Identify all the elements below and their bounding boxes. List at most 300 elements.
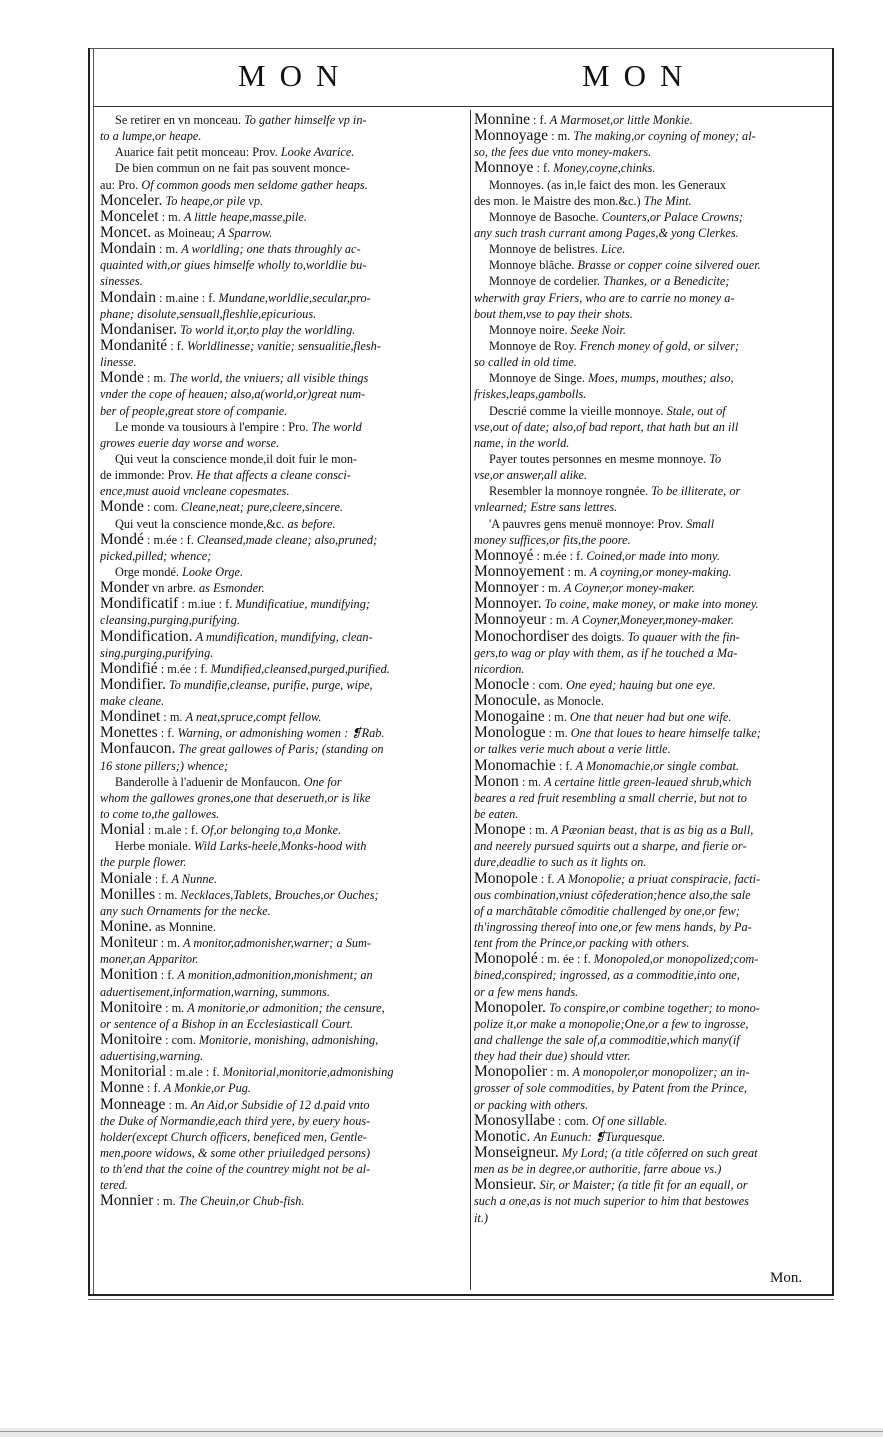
entry-line <box>100 967 462 983</box>
entry-text: : f. <box>558 758 573 773</box>
headword: Mondification. <box>100 628 193 645</box>
english-gloss: linesse. <box>100 355 137 370</box>
headword: Monnier <box>100 1193 154 1210</box>
headword: Monocule. <box>474 693 541 710</box>
headword: Monon <box>474 773 519 790</box>
english-gloss: such a one,as is not much superior to him that bestowes <box>474 1194 749 1209</box>
entry-line <box>474 1177 828 1193</box>
english-gloss: A Nunne. <box>171 871 218 886</box>
frame-bottom-inner-rule <box>88 1299 834 1300</box>
entry-text: Banderolle à l'aduenir de Monfaucon. <box>115 774 301 789</box>
entry-line <box>474 887 828 903</box>
headword: Mondé <box>100 531 144 548</box>
entry-text: Monnoye de Singe. <box>489 371 585 386</box>
entry-line <box>474 709 828 725</box>
english-gloss: beares a red fruit resembling a small cherrie, but not to <box>474 790 747 805</box>
entry-line <box>100 580 462 596</box>
entry-text: Monnoye blãche. <box>489 258 575 273</box>
english-gloss: friskes,leaps,gambolls. <box>474 387 587 402</box>
entry-line <box>100 790 462 806</box>
entry-line <box>100 1080 462 1096</box>
english-gloss: An Aid,or Subsidie of 12 d.paid vnto <box>190 1097 370 1112</box>
headword: Monilles <box>100 886 156 903</box>
english-gloss: Mundane,worldlie,secular,pro- <box>218 290 371 305</box>
english-gloss: Small <box>686 516 715 531</box>
entry-text: : f. <box>147 1081 161 1096</box>
english-gloss: to come to,the gallowes. <box>100 807 220 822</box>
headword: Mondificatif <box>100 596 179 613</box>
entry-text: : m.ale : f. <box>147 823 199 838</box>
english-gloss: sinesses. <box>100 274 143 289</box>
entry-line <box>474 903 828 919</box>
english-gloss: or a few mens hands. <box>474 984 579 999</box>
entry-line <box>474 548 828 564</box>
headword: Monition <box>100 967 158 984</box>
headword: Monnoye <box>474 160 534 177</box>
frame-left-inner-rule <box>93 48 94 1296</box>
entry-line <box>100 1129 462 1145</box>
entry-text: as Monocle. <box>543 694 604 709</box>
english-gloss: Monitorial,monitorie,admonishing <box>222 1065 394 1080</box>
english-gloss: dure,deadlie to such as it lights on. <box>474 855 647 870</box>
headword: Monde <box>100 370 144 387</box>
entry-text: : com. <box>147 500 178 515</box>
entry-text: Monnoye de cordelier. <box>489 274 600 289</box>
english-gloss: A Sparrow. <box>217 225 273 240</box>
english-gloss: A certaine little green-leaued shrub,which <box>544 774 752 789</box>
entry-line <box>100 758 462 774</box>
english-gloss: Wild Larks-heele,Monks-hood with <box>193 839 367 854</box>
english-gloss: cleansing,purging,purifying. <box>100 613 240 628</box>
entry-text: : f. <box>536 161 551 176</box>
entry-line <box>100 1193 462 1209</box>
english-gloss: of a marchãtable cõmoditie challenged by one,or few; <box>474 903 740 918</box>
entry-line <box>474 1048 828 1064</box>
english-gloss: to th'end that the coine of the countrey might not be al- <box>100 1162 371 1177</box>
headword: Monope <box>474 822 526 839</box>
entry-line <box>100 645 462 661</box>
english-gloss: Brasse or copper coine silvered ouer. <box>577 258 761 273</box>
headword: Monocle <box>474 676 530 693</box>
entry-line <box>474 273 828 289</box>
entry-text: as Moineau; <box>154 225 215 240</box>
english-gloss: ber of people,great store of companie. <box>100 403 288 418</box>
english-gloss: aduertising,warning. <box>100 1049 204 1064</box>
english-gloss: The making,or coyning of money; al- <box>573 129 756 144</box>
english-gloss: be eaten. <box>474 807 519 822</box>
entry-line <box>474 193 828 209</box>
english-gloss: to a lumpe,or heape. <box>100 129 202 144</box>
english-gloss: tered. <box>100 1178 128 1193</box>
entry-text: Resembler la monnoye rongnée. <box>489 484 649 499</box>
headword: Monogaine <box>474 709 545 726</box>
headword: Mondanité <box>100 337 168 354</box>
english-gloss: One for <box>303 774 342 789</box>
entry-text: au: Pro. <box>100 177 139 192</box>
entry-line <box>474 677 828 693</box>
entry-line <box>474 596 828 612</box>
entry-text: Le monde va tousiours à l'empire : Pro. <box>115 419 309 434</box>
entry-line <box>474 370 828 386</box>
entry-text: : m.iue : f. <box>181 597 233 612</box>
english-gloss: or packing with others. <box>474 1097 589 1112</box>
headword: Monopoler. <box>474 999 546 1016</box>
headword: Monnine <box>474 112 530 128</box>
entry-text: : m. <box>158 887 178 902</box>
english-gloss: picked,pilled; whence; <box>100 548 212 563</box>
headword: Monne <box>100 1080 144 1097</box>
english-gloss: A Coyner,Moneyer,money-maker. <box>571 613 734 628</box>
entry-line <box>474 225 828 241</box>
entry-line <box>474 177 828 193</box>
english-gloss: Cleansed,made cleane; also,pruned; <box>196 532 378 547</box>
entry-line <box>100 564 462 580</box>
entry-line <box>100 451 462 467</box>
entry-line <box>474 661 828 677</box>
entry-text: Payer toutes personnes en mesme monnoye. <box>489 451 707 466</box>
entry-text: : m. <box>161 209 181 224</box>
headword: Monnoyé <box>474 547 534 564</box>
headword: Mondain <box>100 241 156 258</box>
headword: Monnoyer <box>474 580 539 597</box>
entry-line <box>474 984 828 1000</box>
english-gloss: vse,out of date; also,of bad report, that hath but an ill <box>474 419 739 434</box>
entry-text: 'A pauvres gens menuë monnoye: Prov. <box>489 516 684 531</box>
headword: Monomachie <box>474 757 556 774</box>
entry-line <box>474 580 828 596</box>
english-gloss: A Marmoset,or little Monkie. <box>549 113 693 127</box>
english-gloss: or sentence of a Bishop in an Ecclesiasticall Court. <box>100 1016 354 1031</box>
headword: Monde <box>100 499 144 516</box>
english-gloss: A neat,spruce,compt fellow. <box>185 710 322 725</box>
headword: Mondinet <box>100 709 161 726</box>
english-gloss: To coine, make money, or make into money. <box>544 597 759 612</box>
english-gloss: Lice. <box>601 242 626 257</box>
english-gloss: men as be in degree,or authoritie, farre aboue vs.) <box>474 1162 722 1177</box>
catchword: Mon. <box>770 1270 803 1286</box>
entry-line <box>100 935 462 951</box>
english-gloss: moner,an Apparitor. <box>100 952 199 967</box>
headword: Monneage <box>100 1096 166 1113</box>
english-gloss: and neerely pursued squirts out a sharpe, and fierie or- <box>474 839 747 854</box>
entry-line <box>474 499 828 515</box>
english-gloss: One eyed; hauing but one eye. <box>566 677 716 692</box>
headword: Monologue <box>474 725 546 742</box>
english-gloss: A mundification, mundifying, clean- <box>195 629 373 644</box>
english-gloss: Of common goods men seldome gather heaps. <box>141 177 368 192</box>
frame-right-rule <box>832 48 834 1296</box>
english-gloss: Looke Orge. <box>182 564 244 579</box>
entry-line <box>474 306 828 322</box>
entry-text: Monnoyes. (as in,le faict des mon. les Generaux <box>489 177 726 192</box>
english-gloss: make cleane. <box>100 694 165 709</box>
english-gloss: An Eunuch: ❡Turquesque. <box>533 1129 666 1144</box>
english-gloss: ous combination,vniust cõfederation;hence also,the sale <box>474 887 751 902</box>
english-gloss: To conspire,or combine together; to mono- <box>548 1000 760 1015</box>
entry-text: des doigts. <box>571 629 625 644</box>
entry-line <box>474 725 828 741</box>
headword: Monitoire <box>100 1032 162 1049</box>
entry-text: de immonde: Prov. <box>100 468 194 483</box>
headword: Monine. <box>100 919 153 936</box>
entry-line <box>100 1000 462 1016</box>
english-gloss: as Esmonder. <box>198 581 265 596</box>
english-gloss: sing,purging,purifying. <box>100 645 214 660</box>
english-gloss: The world, the vniuers; all visible things <box>169 371 369 386</box>
entry-line <box>474 435 828 451</box>
entry-text: : f. <box>160 968 175 983</box>
entry-line <box>474 128 828 144</box>
english-gloss: Monopoled,or monopolized;com- <box>593 952 759 967</box>
entry-text: : m. <box>550 1065 570 1080</box>
entry-line <box>100 467 462 483</box>
entry-text: : m. <box>159 242 179 257</box>
entry-text: : f. <box>533 113 547 127</box>
entry-line <box>100 499 462 515</box>
headword: Monopole <box>474 870 538 887</box>
entry-line <box>474 1193 828 1209</box>
headword: Mondain <box>100 289 156 306</box>
entry-line <box>100 822 462 838</box>
entry-line <box>100 854 462 870</box>
english-gloss: Mundified,cleansed,purged,purified. <box>210 661 390 676</box>
english-gloss: th'ingrossing thereof into one,or few mens hands, by Pa- <box>474 920 752 935</box>
entry-line <box>100 903 462 919</box>
entry-line <box>474 1210 828 1226</box>
entry-line <box>474 693 828 709</box>
headword: Monotic. <box>474 1128 531 1145</box>
entry-line <box>474 790 828 806</box>
entry-text: Monnoye de Roy. <box>489 338 577 353</box>
entry-text: : m.ée : f. <box>536 548 584 563</box>
entry-line <box>474 741 828 757</box>
entry-line <box>100 1048 462 1064</box>
entry-text: as Monnine. <box>155 920 216 935</box>
entry-line <box>474 1129 828 1145</box>
entry-text: : f. <box>170 338 184 353</box>
entry-line <box>474 1113 828 1129</box>
english-gloss: To quauer with the fin- <box>627 629 740 644</box>
entry-text: Qui veut la conscience monde,il doit fuir le mon- <box>115 451 358 466</box>
entry-line <box>100 225 462 241</box>
headword: Mondifier. <box>100 676 166 693</box>
frame-top-rule <box>88 48 834 49</box>
entry-line <box>100 144 462 160</box>
english-gloss: To be illiterate, or <box>651 484 741 499</box>
entry-line <box>474 516 828 532</box>
entry-text: Orge mondé. <box>115 564 179 579</box>
entry-text: : m. <box>156 1194 176 1209</box>
entry-line <box>474 758 828 774</box>
english-gloss: growes euerie day worse and worse. <box>100 435 280 450</box>
entry-line <box>100 612 462 628</box>
entry-text: Descrié comme la vieille monnoye. <box>489 403 664 418</box>
entry-line <box>100 1016 462 1032</box>
entry-line <box>474 1145 828 1161</box>
entry-text: : com. <box>532 677 563 692</box>
english-gloss: tent from the Prince,or packing with others. <box>474 936 690 951</box>
entry-text: : f. <box>154 871 169 886</box>
english-gloss: phane; disolute,sensuall,fleshlie,epicurious. <box>100 306 317 321</box>
entry-line <box>474 564 828 580</box>
entry-line <box>474 645 828 661</box>
entry-text: Qui veut la conscience monde,&c. <box>115 516 285 531</box>
entry-text: : m.aine : f. <box>159 290 216 305</box>
entry-line <box>474 1000 828 1016</box>
entry-line <box>474 483 828 499</box>
entry-text: Monnoye de belistres. <box>489 242 598 257</box>
english-gloss: A coyning,or money-making. <box>589 564 732 579</box>
english-gloss: A Monkie,or Pug. <box>163 1081 251 1096</box>
entry-line <box>100 1161 462 1177</box>
frame-bottom-rule <box>88 1294 834 1296</box>
entry-text: : m.ale : f. <box>169 1065 220 1080</box>
entry-line <box>474 854 828 870</box>
english-gloss: vnlearned; Estre sans lettres. <box>474 500 618 515</box>
entry-line <box>474 1097 828 1113</box>
headword: Monettes <box>100 725 158 742</box>
entry-line <box>100 370 462 386</box>
headword: Monnoyement <box>474 563 565 580</box>
entry-line <box>474 935 828 951</box>
entry-line <box>100 177 462 193</box>
entry-line <box>100 1097 462 1113</box>
english-gloss: To mundifie,cleanse, purifie, purge, wipe, <box>168 677 373 692</box>
entry-line <box>100 257 462 273</box>
english-gloss: Seeke Noir. <box>570 322 626 337</box>
entry-line <box>474 451 828 467</box>
entry-line <box>100 629 462 645</box>
entry-text: : m. <box>567 564 587 579</box>
entry-line <box>474 354 828 370</box>
header-rule <box>94 106 832 107</box>
english-gloss: the purple flower. <box>100 855 187 870</box>
entry-line <box>100 112 462 128</box>
english-gloss: polize it,or make a monopolie;One,or a few to ingrosse, <box>474 1016 749 1031</box>
entry-text: : m. <box>547 710 567 725</box>
entry-line <box>474 838 828 854</box>
headword: Monitorial <box>100 1064 167 1081</box>
english-gloss: nicordion. <box>474 661 525 676</box>
english-gloss: the Duke of Normandie,each third yere, by euery hous- <box>100 1113 371 1128</box>
english-gloss: Counters,or Palace Crowns; <box>601 209 744 224</box>
entry-text: : m. <box>163 710 183 725</box>
english-gloss: A Pæonian beast, that is as big as a Bull, <box>550 823 754 838</box>
english-gloss: or talkes verie much about a verie little. <box>474 742 671 757</box>
entry-line <box>100 1145 462 1161</box>
english-gloss: vse,or answer,all alike. <box>474 468 588 483</box>
entry-line <box>100 596 462 612</box>
english-gloss: grosser of sole commodities, by Patent from the Prince, <box>474 1081 747 1096</box>
headword: Monsieur. <box>474 1177 537 1194</box>
english-gloss: they had their due) should vtter. <box>474 1049 631 1064</box>
english-gloss: My Lord; (a title cõferred on such great <box>561 1146 758 1160</box>
entry-line <box>100 354 462 370</box>
english-gloss: Of,or belonging to,a Monke. <box>201 823 342 838</box>
headword: Monseigneur. <box>474 1145 559 1161</box>
english-gloss: as before. <box>287 516 336 531</box>
entry-text: vn arbre. <box>152 581 196 596</box>
headword: Monceler. <box>100 192 163 209</box>
entry-line <box>100 1032 462 1048</box>
english-gloss: wherwith gray Friers, who are to carrie no money a- <box>474 290 735 305</box>
entry-line <box>100 483 462 499</box>
entry-line <box>474 419 828 435</box>
english-gloss: Cleane,neat; pure,cleere,sincere. <box>180 500 344 515</box>
entry-line <box>474 241 828 257</box>
entry-line <box>100 290 462 306</box>
left-column <box>100 112 462 1210</box>
entry-line <box>100 871 462 887</box>
english-gloss: The world <box>311 419 362 434</box>
entry-line <box>474 871 828 887</box>
english-gloss: A Monomachie,or single combat. <box>575 758 739 773</box>
entry-line <box>100 838 462 854</box>
entry-line <box>100 919 462 935</box>
entry-line <box>474 1080 828 1096</box>
english-gloss: holder(except Church officers, beneficed men, Gentle- <box>100 1129 367 1144</box>
entry-line <box>474 806 828 822</box>
entry-line <box>100 1113 462 1129</box>
english-gloss: vnder the cope of heauen; also,a(world,or)great num- <box>100 387 366 402</box>
entry-text: : m. <box>168 1097 188 1112</box>
entry-text: : m. ée : f. <box>540 952 591 967</box>
scan-bottom-band <box>0 1428 883 1437</box>
headword: Monnoyage <box>474 128 549 145</box>
entry-line <box>474 774 828 790</box>
english-gloss: Looke Avarice. <box>280 145 355 160</box>
english-gloss: To world it,or,to play the worldling. <box>180 322 356 337</box>
entry-line <box>474 209 828 225</box>
english-gloss: The Mint. <box>643 193 692 208</box>
entry-line <box>100 322 462 338</box>
entry-line <box>100 386 462 402</box>
entry-text: De bien commun on ne fait pas souvent monce- <box>115 161 350 176</box>
english-gloss: A Coyner,or money-maker. <box>563 581 695 596</box>
english-gloss: Thankes, or a Benedicite; <box>603 274 730 289</box>
entry-text: : m. <box>521 774 542 789</box>
english-gloss: He that affects a cleane consci- <box>196 468 351 483</box>
english-gloss: Coined,or made into mony. <box>586 548 720 563</box>
entry-line <box>474 144 828 160</box>
entry-text: : com. <box>165 1033 196 1048</box>
english-gloss: Monitorie, monishing, admonishing, <box>198 1033 379 1048</box>
english-gloss: To heape,or pile vp. <box>165 193 264 208</box>
entry-line <box>474 338 828 354</box>
entry-text: : m. <box>165 1000 185 1015</box>
headword: Monosyllabe <box>474 1112 555 1129</box>
frame-left-rule <box>88 48 90 1296</box>
english-gloss: Necklaces,Tablets, Brouches,or Ouches; <box>180 887 379 902</box>
headword: Mondifié <box>100 660 158 677</box>
entry-line <box>100 1177 462 1193</box>
entry-line <box>100 677 462 693</box>
headword: Mondaniser. <box>100 321 178 338</box>
entry-text: Monnoye noire. <box>489 322 568 337</box>
entry-text: : com. <box>558 1113 589 1128</box>
english-gloss: One that loues to heare himselfe talke; <box>570 726 761 741</box>
english-gloss: Moes, mumps, mouthes; also, <box>588 371 734 386</box>
entry-text: : f. <box>540 871 555 886</box>
english-gloss: any such Ornaments for the necke. <box>100 903 271 918</box>
english-gloss: aduertisement,information,warning, summons. <box>100 984 330 999</box>
entry-line <box>100 419 462 435</box>
entry-line <box>100 193 462 209</box>
english-gloss: it.) <box>474 1210 489 1225</box>
english-gloss: Of one sillable. <box>591 1113 668 1128</box>
entry-line <box>100 128 462 144</box>
scan-bottom-line <box>0 1431 883 1432</box>
